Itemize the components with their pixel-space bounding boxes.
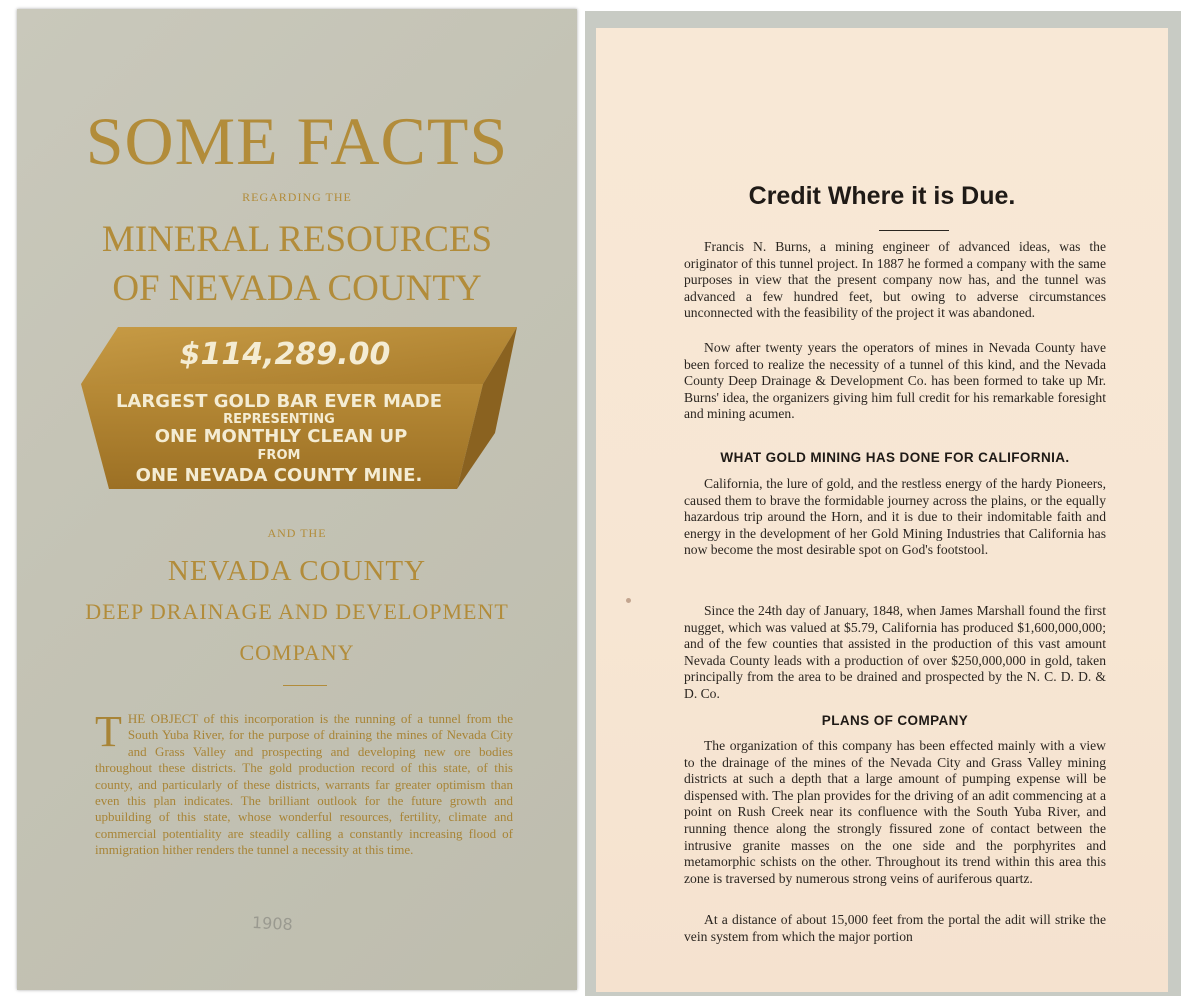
section-heading-gold-mining: WHAT GOLD MINING HAS DONE FOR CALIFORNIA. — [720, 450, 1070, 465]
cover-and-the: AND THE — [267, 526, 327, 540]
cover-regarding: REGARDING THE — [242, 190, 352, 204]
gold-bar-line1: LARGEST GOLD BAR EVER MADE — [115, 391, 443, 412]
cover-company-line3: COMPANY — [239, 640, 355, 665]
paragraph-2: Now after twenty years the operators of mines in Nevada County have been forced to realize the necessity of a tunnel of this kind, and the Nevada County Deep Drainage & Development Co. has been formed to take up Mr. Burns' idea, the organizers giving him full credit for his remarkable foresight and mining acumen. — [684, 340, 1106, 422]
cover-heading-line1: MINERAL RESOURCES — [101, 219, 493, 260]
pencil-annotation: 1908 — [251, 912, 294, 935]
gold-bar-line4: FROM — [257, 448, 301, 463]
cover-body-text — [95, 707, 513, 859]
cover-title: SOME FACTS — [85, 103, 509, 179]
cover-company-line2: DEEP DRAINAGE AND DEVELOPMENT — [85, 599, 509, 624]
cover-divider — [283, 685, 327, 686]
brochure-cover — [17, 9, 577, 990]
section-heading-plans: PLANS OF COMPANY — [821, 713, 969, 728]
paper-stain — [626, 598, 631, 603]
paragraph-3: California, the lure of gold, and the restless energy of the hardy Pioneers, caused them to brave the formidable journey across the plains, or the equally hazardous trip around the Horn, and it is due to their indomitable faith and energy in the development of her Gold Mining Industries that California has now become the most desirable spot on God's footstool. — [684, 476, 1106, 558]
paragraph-6: At a distance of about 15,000 feet from the portal the adit will strike the vein system from which the major portion — [684, 912, 1106, 944]
paragraph-1: Francis N. Burns, a mining engineer of advanced ideas, was the originator of this tunnel project. In 1887 he formed a company with the same purposes in view that the present company now has, and the tunnel was advanced a few hundred feet, but owing to adverse circumstances unconnected with the feasibility of the project it was abandoned. — [684, 239, 1106, 321]
paragraph-4: Since the 24th day of January, 1848, when James Marshall found the first nugget, which was valued at $5.79, California has produced $1,600,000,000; and of the few counties that assisted in the production of this vast amount Nevada County leads with a production of over $250,000,000 in gold, taken principally from the area to be drained and prospected by the N. C. D. D. & D. Co. — [684, 603, 1106, 701]
title-divider — [879, 230, 949, 231]
gold-bar-line5: ONE NEVADA COUNTY MINE. — [135, 465, 423, 486]
gold-bar-line3: ONE MONTHLY CLEAN UP — [154, 426, 408, 447]
page-title: Credit Where it is Due. — [748, 182, 1016, 210]
gold-bar-illustration — [17, 9, 577, 509]
cover-body-paragraph: HE OBJECT of this incorporation is the running of a tunnel from the South Yuba River, for the purpose of draining the mines of Nevada City and Grass Valley and prospecting and developing new ore bodies throughout these districts. The gold production record of this state, of this county, and particularly of these districts, warrants far greater optimism than even this plan indicates. The brilliant outlook for the future growth and upbuilding of this state, whose wonderful resources, fertility, climate and commercial potentiality are steadily calling a constantly increasing flood of immigration hither renders the tunnel a necessity at this time. — [95, 711, 513, 858]
paragraph-5: The organization of this company has been effected mainly with a view to the drainage of the mines of the Nevada City and Grass Valley mining districts at such a depth that a large amount of pumping expense will be dispensed with. The plan provides for the driving of an adit commencing at a point on Rush Creek near its confluence with the South Yuba River, and running thence along the strongly fissured zone of contact between the intrusive granite masses on the one side and the porphyrites and metamorphic schists on the other. Throughout its trend within this area this zone is traversed by numerous strong veins of auriferous quartz. — [684, 738, 1106, 886]
gold-bar-line2: REPRESENTING — [223, 412, 335, 427]
cover-dropcap: T — [95, 707, 122, 756]
cover-company-line1: NEVADA COUNTY — [167, 555, 427, 587]
gold-bar-amount: $114,289.00 — [179, 337, 391, 372]
inside-page — [596, 28, 1168, 992]
cover-heading-line2: OF NEVADA COUNTY — [112, 268, 482, 309]
